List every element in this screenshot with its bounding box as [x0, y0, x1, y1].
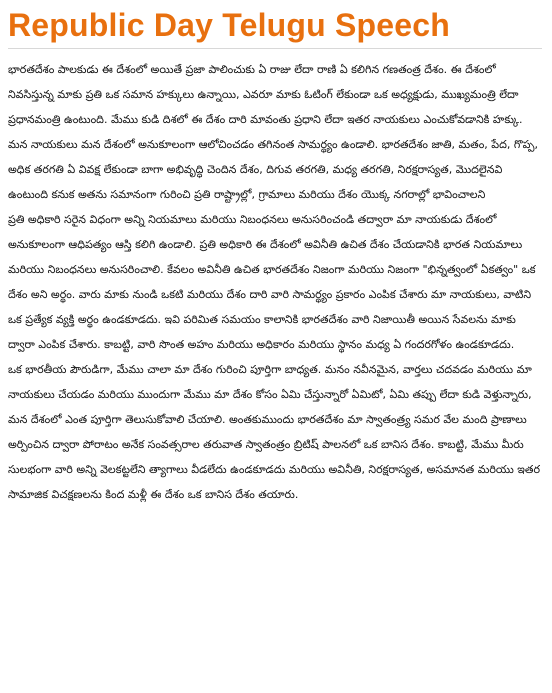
title-divider [8, 48, 542, 49]
article-title: Republic Day Telugu Speech [8, 7, 451, 43]
paragraph-3: ఒక భారతీయ పౌరుడిగా, మేము చాలా మా దేశం గురించి పూర్తిగా బాధ్యత. మనం నవీనమైన, వార్తలు చదవడం మరియు మా నాయకులు చేయడం మరియు ముందుగా మేము మా దేశం కోసం ఏమి చేస్తున్నారో ఏమిటో, ఏమి తప్పు లేదా కుడి వెళ్తున్నారు, మన దేశంలో ఎంత పూర్తిగా తెలుసుకోవాలి చేయాలి. అంతకుముందు భారతదేశం మా స్వాతంత్ర్య సమర వేల మంది ప్రాణాలు అర్పించిన ద్వారా పోరాటం అనేక సంవత్సరాల తరువాత స్వాతంత్రం బ్రిటిష్ పాలనలో ఒక బానిస దేశం. కాబట్టి, మేము మీరు సులభంగా వారి అన్ని వెలకట్టలేని త్యాగాలు వీడలేదు ఉండకూడదు మరియు అవినీతి, నిరక్షరాస్యత, అసమానత మరియు ఇతర సామాజిక విచక్షణలను కింద మళ్లీ ఈ దేశం ఒక బానిస దేశం తయారు. [8, 363, 540, 501]
paragraph-1: భారతదేశం పాలకుడు ఈ దేశంలో అయితే ప్రజా పాలించుకు ఏ రాజు లేదా రాణి ఏ కలిగిన గణతంత్ర దేశం. ఈ దేశంలో నివసిస్తున్న మాకు ప్రతి ఒక సమాన హక్కులు ఉన్నాయి, ఎవరూ మాకు ఓటింగ్ లేకుండా ఒక అధ్యక్షుడు, ముఖ్యమంత్రి లేదా ప్రధానమంత్రి ఉంటుంది. మేము కుడి దిశలో ఈ దేశం దారి మావంతు ప్రధాని లేదా ఇతర నాయకులు ఎంచుకోవడానికి హక్కు. మన నాయకులు మన దేశంలో అనుకూలంగా ఆలోచించడం తగినంత సామర్థ్యం ఉండాలి. భారతదేశం జాతి, మతం, పేద, గొప్ప, అధిక తరగతి ఏ వివక్ష లేకుండా బాగా అభివృద్ధి చెందిన దేశం, దిగువ తరగతి, మధ్య తరగతి, నిరక్షరాస్యత, మొదలైనవి ఉంటుంది కనుక అతను సమానంగా గురించి ప్రతి రాష్ట్రాల్లో, గ్రామాలు మరియు దేశం యొక్క నగరాల్లో భావించాలని [8, 63, 538, 201]
paragraph-2: ప్రతి అధికారి సరైన విధంగా అన్ని నియమాలు మరియు నిబంధనలు అనుసరించండి తద్వారా మా నాయకుడు దేశంలో అనుకూలంగా ఆధిపత్యం ఆస్తి కలిగి ఉండాలి. ప్రతి అధికారి ఈ దేశంలో అవినీతి ఉచిత దేశం చేయడానికి భారత నియమాలు మరియు నిబంధనలు అనుసరించాలి. కేవలం అవినీతి ఉచిత భారతదేశం నిజంగా మరియు నిజంగా "భిన్నత్వంలో ఏకత్వం" ఒక దేశం అని అర్థం. వారు మాకు నుండి ఒకటి మరియు దేశం దారి వారి సామర్థ్యం ప్రకారం ఎంపిక చేశారు మా నాయకులు, వాటిని ఒక ప్రత్యేక వ్యక్తి అర్థం ఉండకూడదు. ఇవి పరిమిత సమయం కాలానికి భారతదేశం వారి నిజాయితీ అయిన సేవలను మాకు ద్వారా ఎంపిక చేశారు. కాబట్టి, వారి సొంత అహం మరియు అధికారం మరియు స్థానం మధ్య ఏ గందరగోళం ఉండకూడదు. [8, 213, 536, 351]
